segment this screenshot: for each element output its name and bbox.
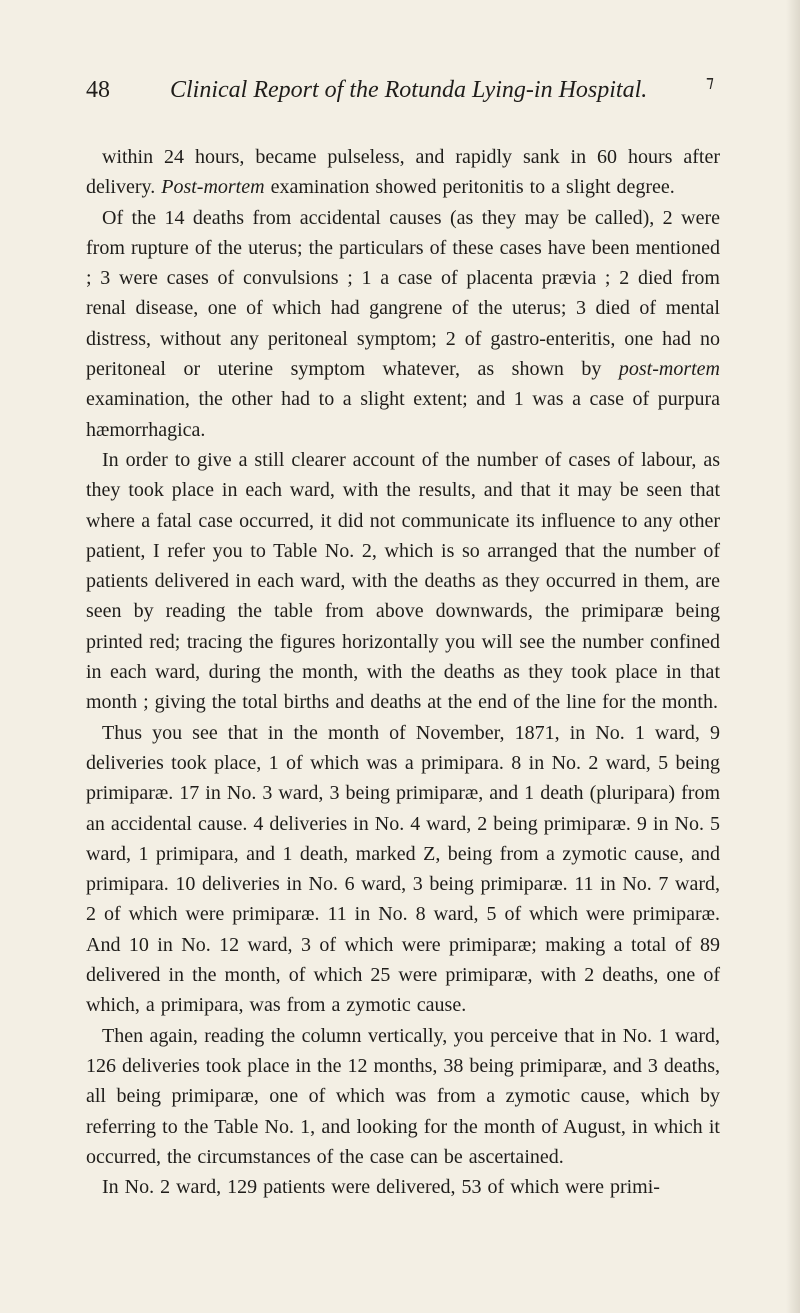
paragraph-5 (86, 1021, 720, 1172)
body-text (86, 142, 720, 1202)
paragraph-6 (86, 1172, 720, 1202)
italic-term: Post-mortem (161, 176, 265, 199)
text-run: examination showed peritonitis to a slight degree. (264, 176, 675, 199)
text-run: In order to give a still clearer account of the number of cases of labour, as they took place in each ward, with the results, and that it may be seen that where a fatal case occurred, it did not communicate its influence to any other patient, I refer you to Table No. 2, which is so arranged that the number of patients delivered in each ward, with the deaths as they occurred in them, are seen by reading the table from above downwards, the primiparæ being printed red; tracing the figures horizontally you will see the number confined in each ward, during the month, with the deaths as they took place in that month ; giving the total births and deaths at the end of the line for the month. (86, 448, 720, 714)
running-head (86, 70, 720, 110)
text-run: examination, the other had to a slight extent; and 1 was a case of purpura hæmorrhagica. (86, 388, 720, 441)
page-edge-shadow (786, 0, 800, 1313)
italic-term: post-mortem (618, 358, 720, 381)
text-run: Thus you see that in the month of November, 1871, in No. 1 ward, 9 deliveries took place, 1 of which was a primipara. 8 in No. 2 ward, 5 being primiparæ. 17 in No. 3 ward, 3 being primiparæ, and 1 death (pluripara) from an accidental cause. 4 deliveries in No. 4 ward, 2 being primiparæ. 9 in No. 5 ward, 1 primipara, and 1 death, marked Z, being from a zymotic cause, and primipara. 10 deliveries in No. 6 ward, 3 being primiparæ. 11 in No. 7 ward, 2 of which were primiparæ. 11 in No. 8 ward, 5 of which were primiparæ. And 10 in No. 12 ward, 3 of which were primiparæ; making a total of 89 delivered in the month, of which 25 were primiparæ, with 2 deaths, one of which, a primipara, was from a zymotic cause. (86, 721, 720, 1017)
corner-mark-icon: ⁊ (706, 74, 714, 91)
text-run: Then again, reading the column vertically, you perceive that in No. 1 ward, 126 deliveries took place in the 12 months, 38 being primiparæ, and 3 deaths, all being primiparæ, one of which was from a zymotic cause, which by referring to the Table No. 1, and looking for the month of August, in which it occurred, the circumstances of the case can be ascertained. (86, 1024, 720, 1168)
text-run: In No. 2 ward, 129 patients were delivered, 53 of which were primi- (102, 1176, 660, 1199)
paragraph-4 (86, 718, 720, 1021)
paragraph-3 (86, 445, 720, 718)
running-title: Clinical Report of the Rotunda Lying-in Hospital. (170, 77, 648, 103)
paragraph-1 (86, 142, 720, 203)
page-number: 48 (86, 77, 110, 103)
text-run: Of the 14 deaths from accidental causes (as they may be called), 2 were from rupture of the uterus; the particulars of these cases have been mentioned ; 3 were cases of convulsions ; 1 a case of placenta prævia ; 2 died from renal disease, one of which had gangrene of the uterus; 3 died of mental distress, without any peritoneal symptom; 2 of gastro-enteritis, one had no peritoneal or uterine symptom whatever, as shown by (86, 206, 720, 381)
paragraph-2 (86, 203, 720, 445)
text-run: within 24 hours, became pulseless, and rapidly sank in 60 hours after delivery. (86, 146, 720, 199)
